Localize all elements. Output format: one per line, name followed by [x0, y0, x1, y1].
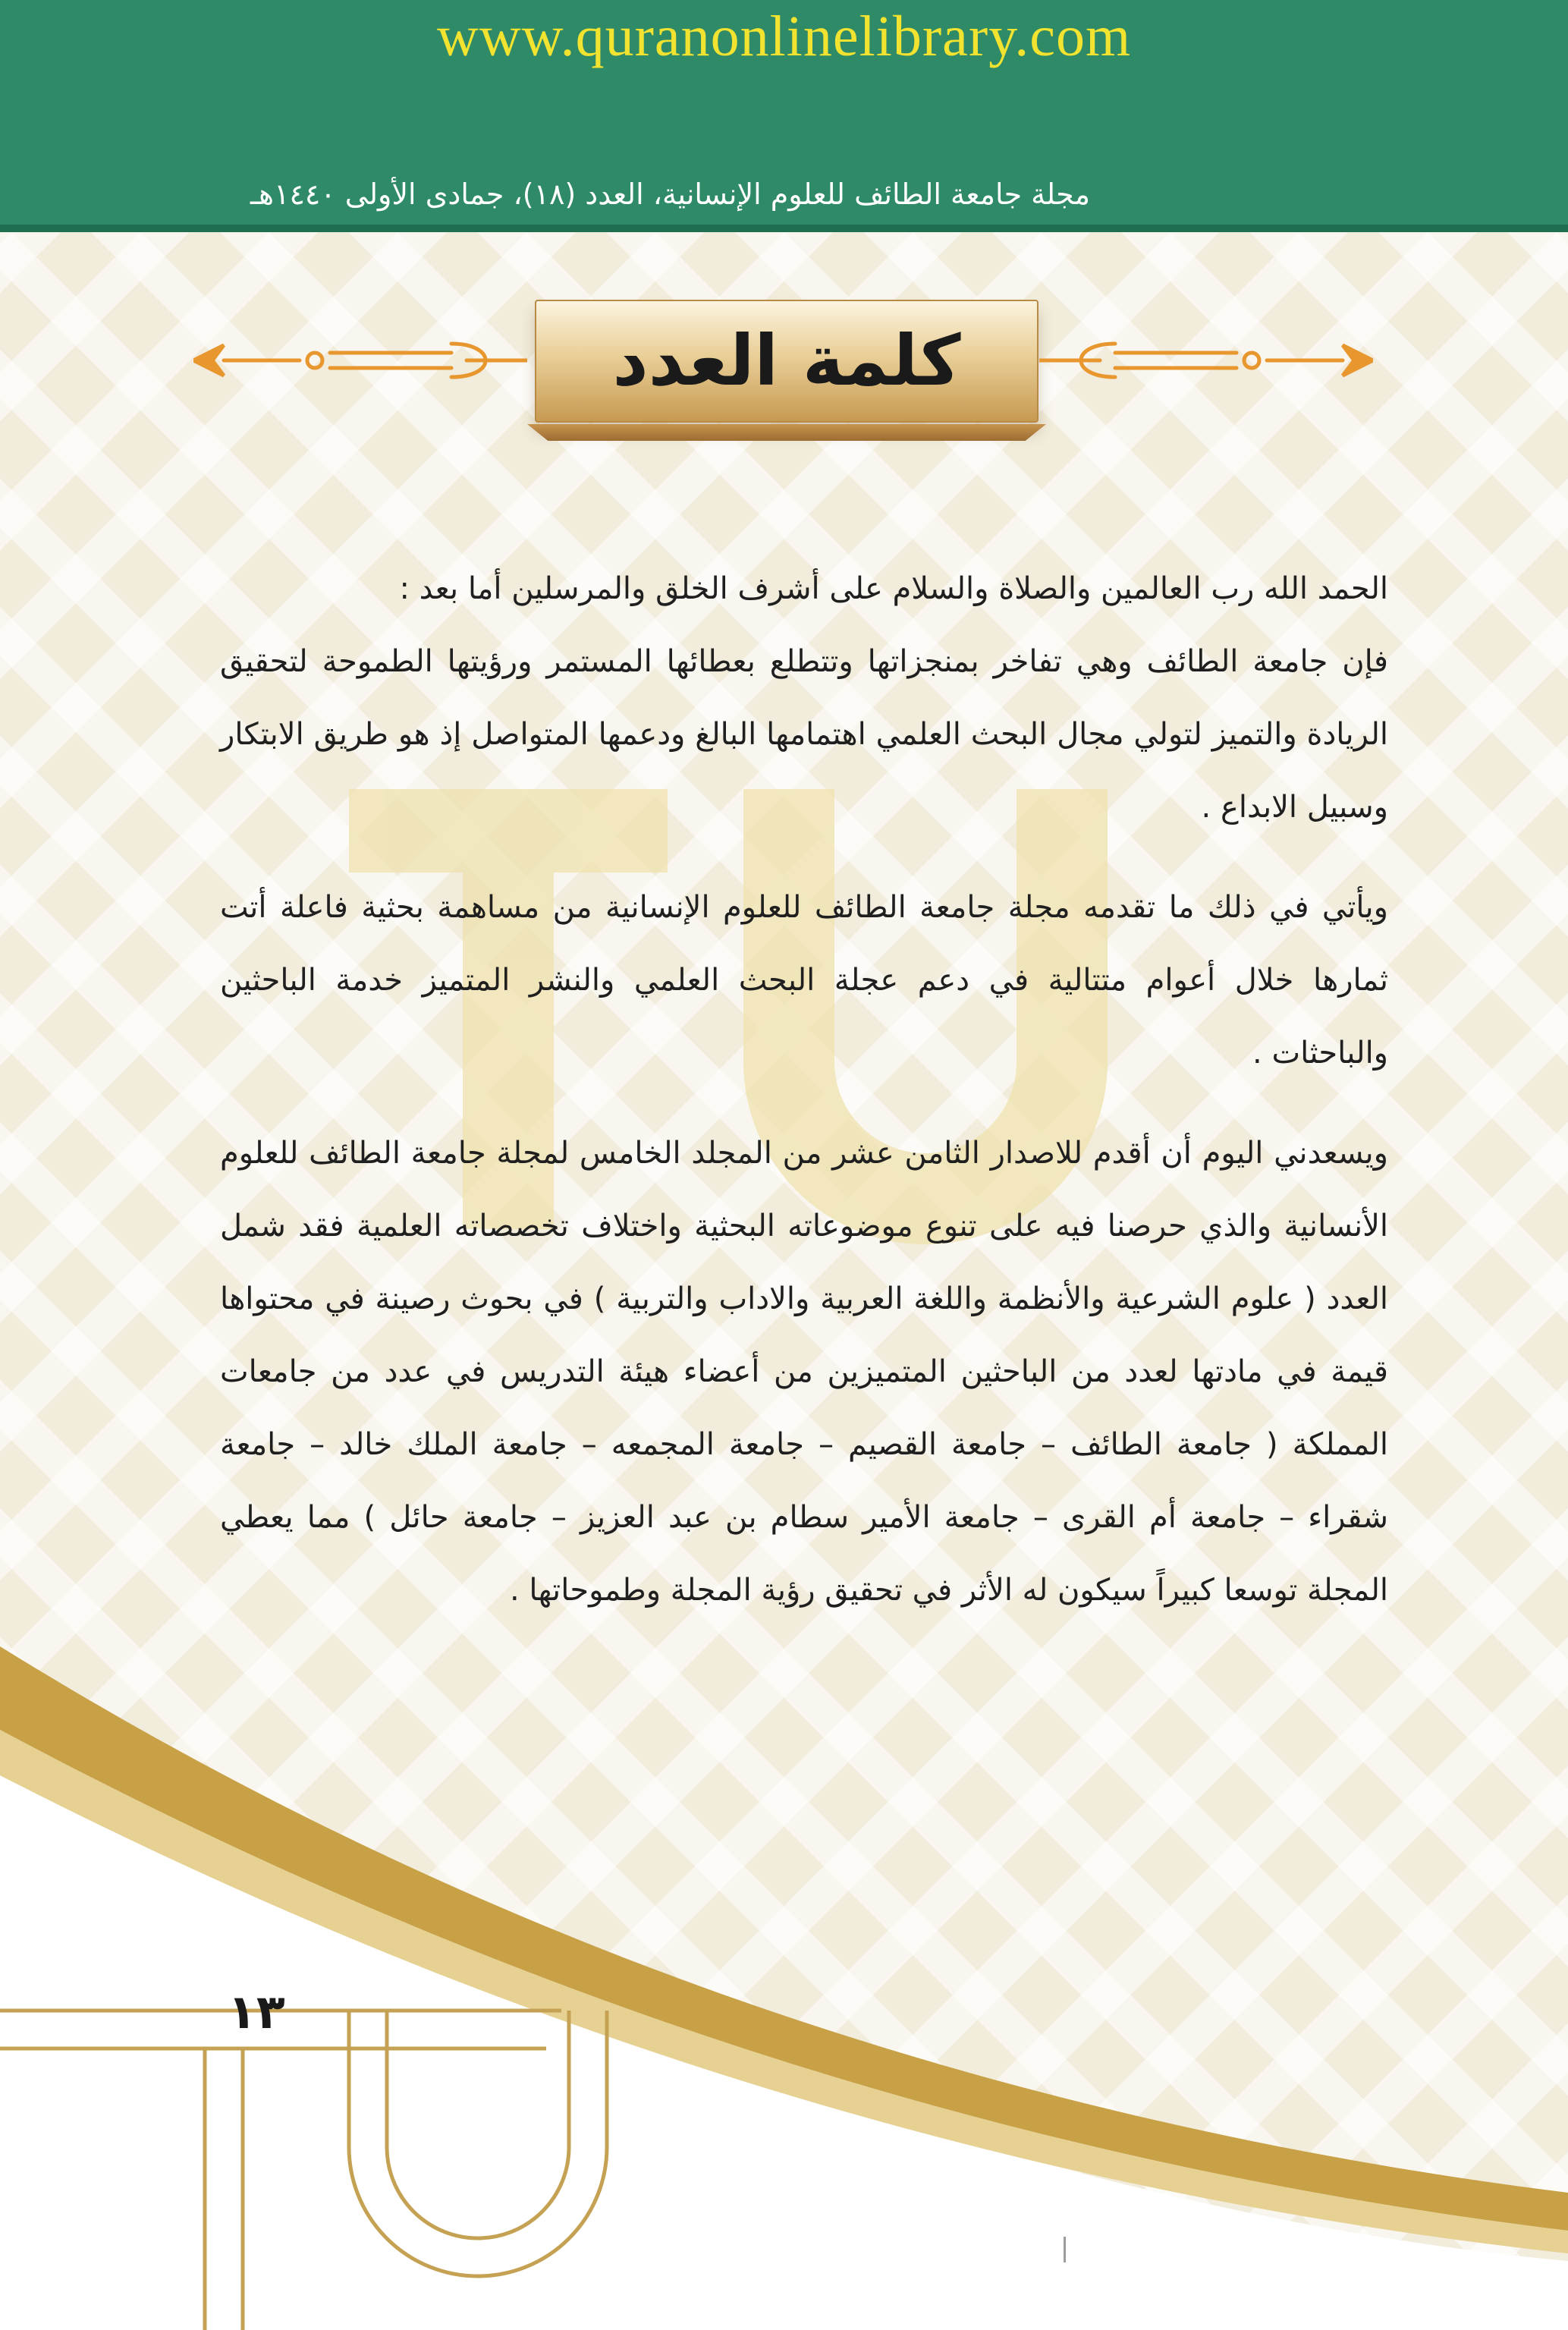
site-url-link[interactable]: www.quranonlinelibrary.com — [436, 5, 1132, 68]
title-plaque — [535, 300, 1039, 423]
journal-citation: مجلة جامعة الطائف للعلوم الإنسانية، العدد (١٨)، جمادى الأولى ١٤٤٠هـ — [250, 178, 1090, 211]
section-title-banner — [0, 285, 1568, 467]
paragraph-university: فإن جامعة الطائف وهي تفاخر بمنجزاتها وتتطلع بعطائها المستمر ورؤيتها الطموحة لتحقيق الريادة والتميز لتولي مجال البحث العلمي اهتمامها البالغ ودعمها المتواصل إذ هو طريق الابتكار وسبيل الابداع . — [220, 644, 1388, 825]
page-number: ١٣ — [228, 1984, 285, 2039]
paragraph-journal-contribution: ويأتي في ذلك ما تقدمه مجلة جامعة الطائف للعلوم الإنسانية من مساهمة بحثية فاعلة أتت ثمارها خلال أعوام متتالية في دعم عجلة البحث العلمي والنشر المتميز خدمة الباحثين والباحثات . — [220, 890, 1388, 1071]
footer-tick-mark — [1064, 2237, 1066, 2262]
paragraph-issue-contents: ويسعدني اليوم أن أقدم للاصدار الثامن عشر من المجلد الخامس لمجلة جامعة الطائف للعلوم الأنسانية والذي حرصنا فيه على تنوع موضوعاته البحثية واختلاف تخصصاته العلمية فقد شمل العدد ( علوم الشرعية والأنظمة واللغة العربية والاداب والتربية ) في بحوث رصينة في محتواها قيمة في مادتها لعدد من الباحثين المتميزين من أعضاء هيئة التدريس في عدد من جامعات المملكة ( جامعة الطائف – جامعة القصيم – جامعة المجمعه – جامعة الملك خالد – جامعة شقراء – جامعة أم القرى – جامعة الأمير سطام بن عبد العزيز – جامعة حائل ) مما يعطي المجلة توسعا كبيراً سيكون له الأثر في تحقيق رؤية المجلة وطموحاتها . — [220, 1136, 1388, 1608]
editorial-body — [220, 552, 1388, 1654]
section-title: كلمة العدد — [612, 320, 961, 401]
arrow-ornament-icon — [1039, 338, 1373, 383]
header-bar — [0, 0, 1568, 228]
arrow-ornament-icon — [193, 338, 527, 383]
header-divider — [0, 225, 1568, 232]
decorative-gold-swoosh — [0, 1555, 1568, 2330]
paragraph-opening: الحمد الله رب العالمين والصلاة والسلام على أشرف الخلق والمرسلين أما بعد : — [399, 571, 1388, 606]
